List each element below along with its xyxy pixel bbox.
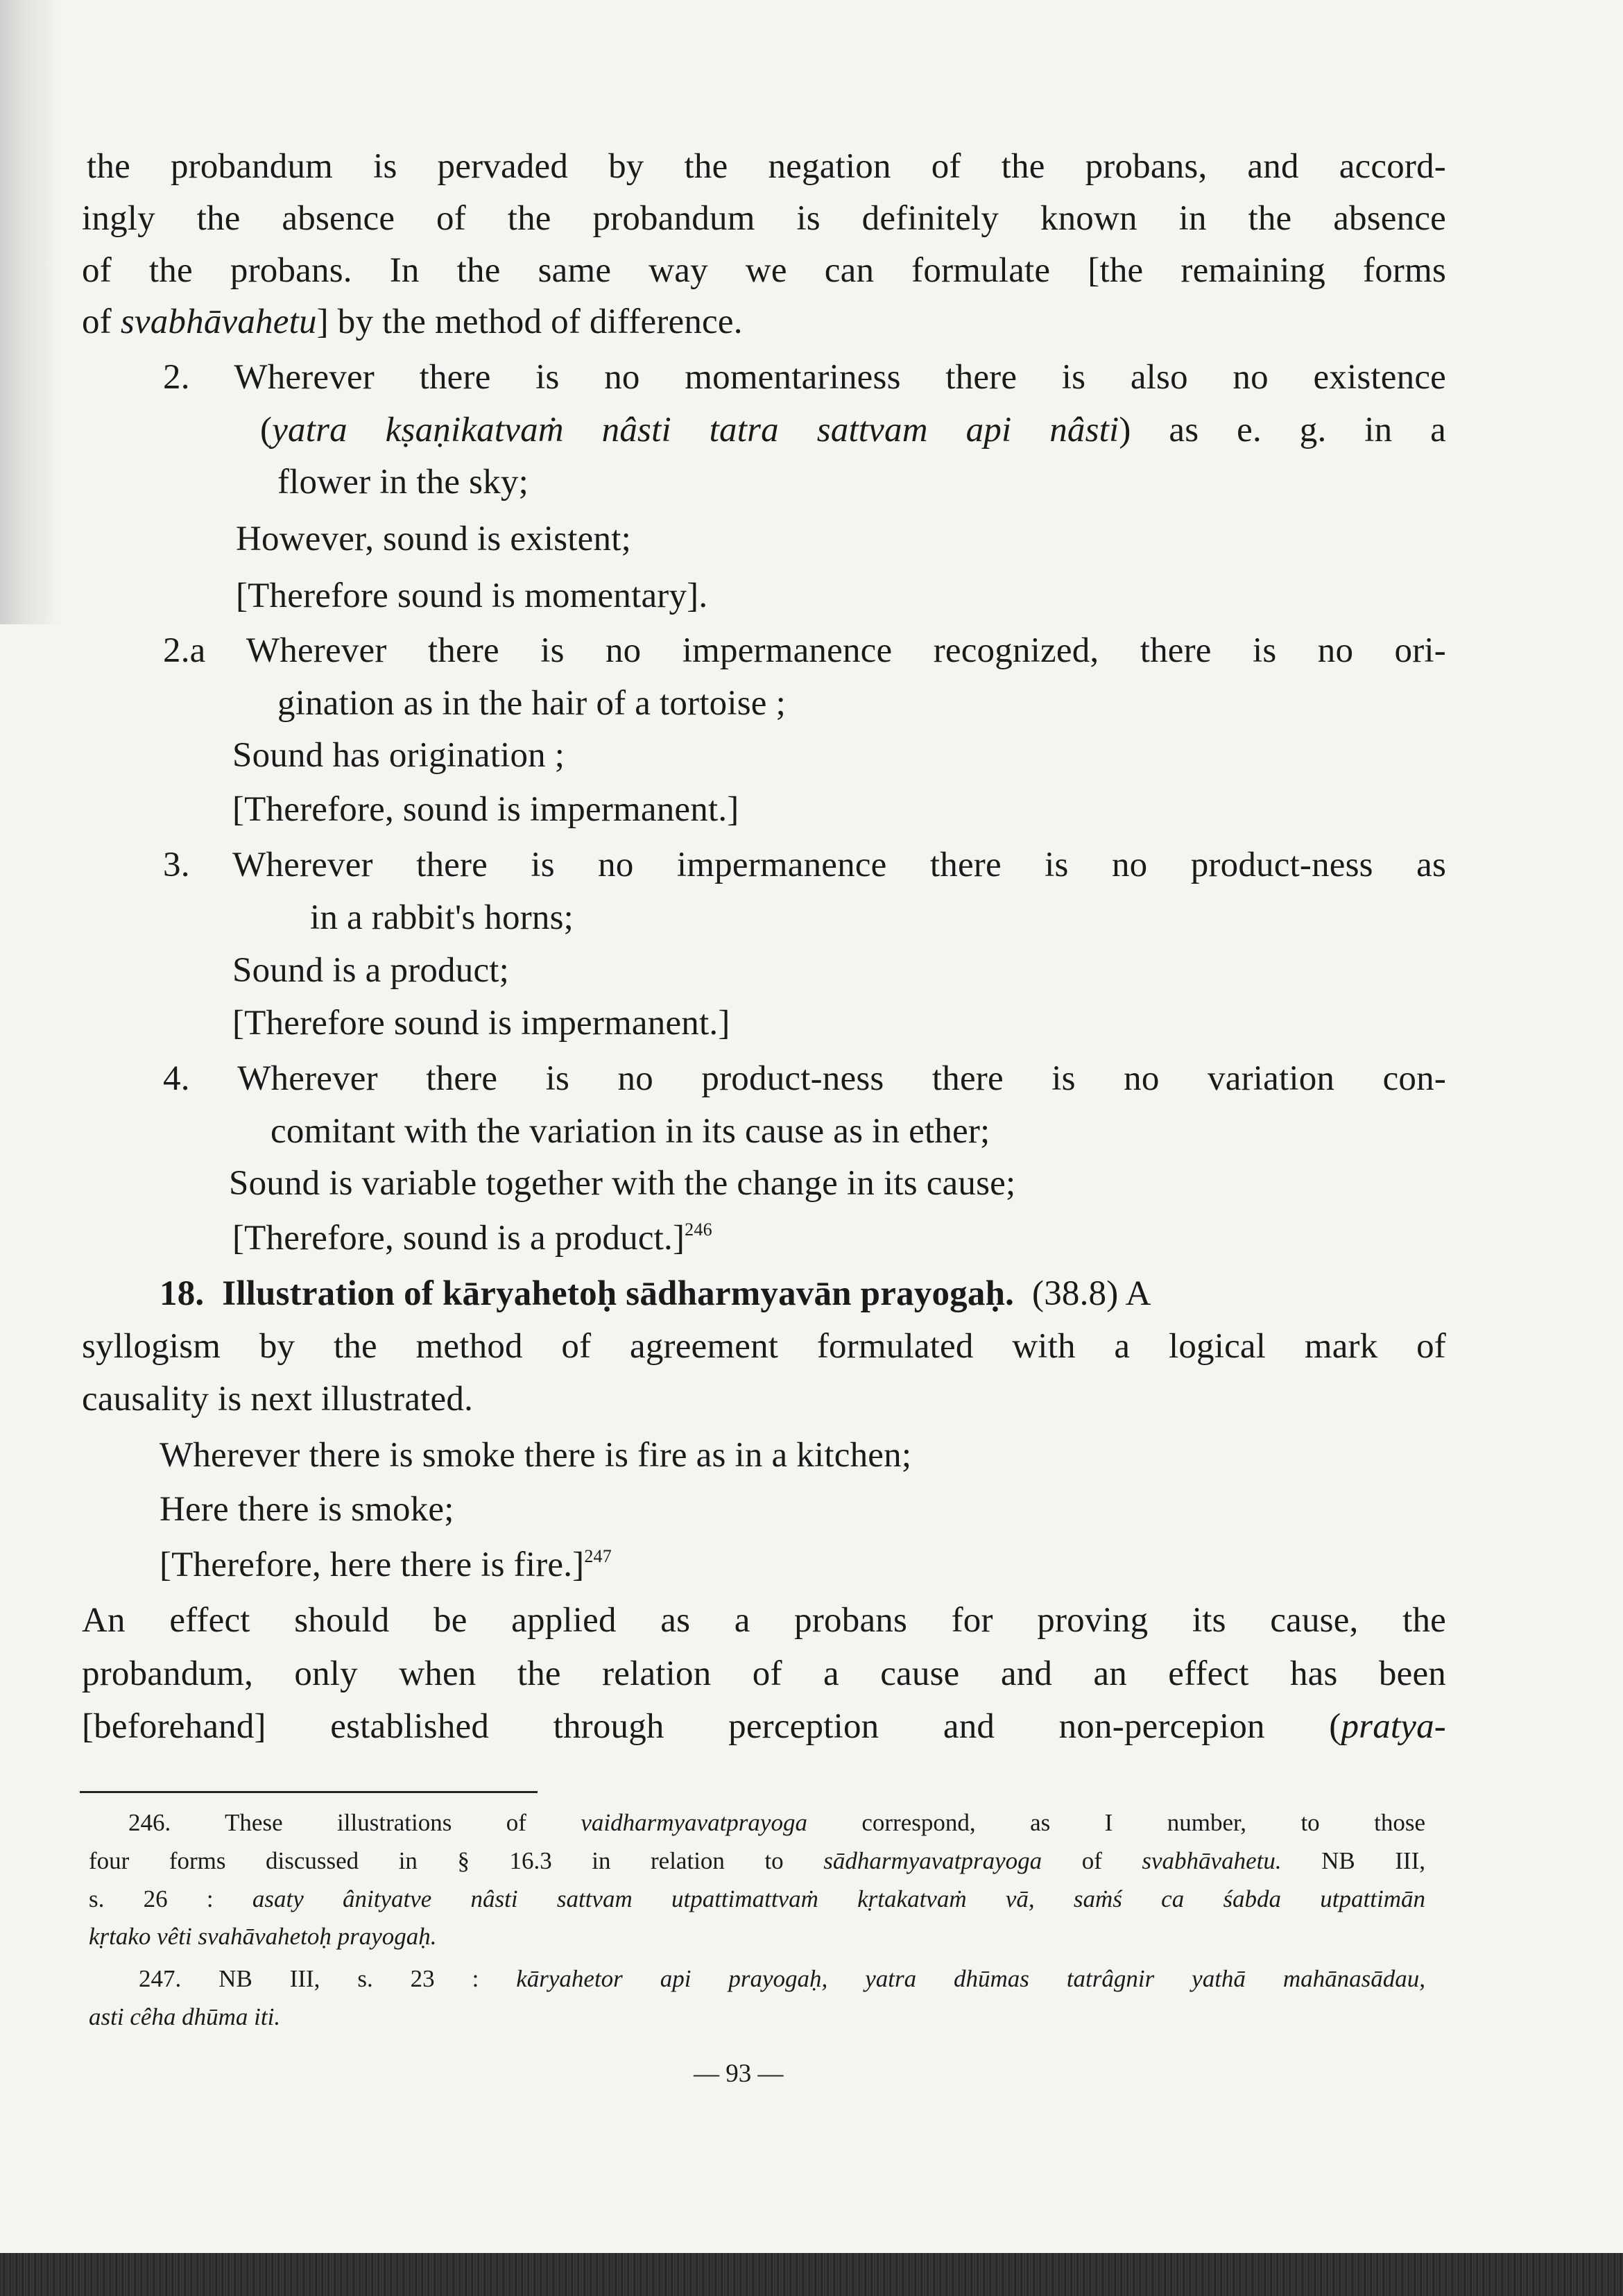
footnote-line: kṛtako vêti svahāvahetoḥ prayogaḥ. (89, 1923, 437, 1950)
text-line: flower in the sky; (277, 463, 529, 502)
text-line: of the probans. In the same way we can formulate [the remaining forms (82, 251, 1446, 290)
scan-shadow-bottom (0, 2253, 1623, 2296)
page-number: — 93 — (694, 2059, 784, 2088)
footnote-line: s. 26 : asaty ânityatve nâsti sattvam utpattimattvaṁ kṛtakatvaṁ vā, saṁś ca śabda utpattimān (89, 1885, 1425, 1912)
text-line: ingly the absence of the probandum is definitely known in the absence (82, 199, 1446, 238)
text-line: of svabhāvahetu] by the method of difference. (82, 302, 743, 341)
text-line: gination as in the hair of a tortoise ; (277, 684, 786, 723)
footnote-rule (80, 1791, 538, 1793)
text-line: comitant with the variation in its cause as in ether; (270, 1112, 990, 1151)
text-line: Sound has origination ; (232, 736, 565, 775)
text-line: syllogism by the method of agreement formulated with a logical mark of (82, 1327, 1446, 1366)
footnote-line: four forms discussed in § 16.3 in relation to sādharmyavatprayoga of svabhāvahetu. NB III, (89, 1847, 1425, 1874)
text-line: in a rabbit's horns; (310, 898, 574, 937)
text-line: 2.a Wherever there is no impermanence recognized, there is no ori- (163, 631, 1446, 670)
text-line: Sound is a product; (232, 951, 510, 990)
scan-shadow-left (0, 0, 62, 624)
text-line: 2. Wherever there is no momentariness there is also no existence (163, 358, 1446, 397)
text-line: causality is next illustrated. (82, 1380, 474, 1419)
footnote-246: 246. These illustrations of vaidharmyavatprayoga correspond, as I number, to those (128, 1809, 1425, 1836)
text-line: 4. Wherever there is no product-ness there is no variation con- (163, 1059, 1446, 1098)
text-line: An effect should be applied as a probans for proving its cause, the (82, 1601, 1446, 1640)
text-line: probandum, only when the relation of a cause and an effect has been (82, 1654, 1446, 1693)
text-line: [Therefore sound is momentary]. (236, 576, 708, 615)
text-line: [Therefore, sound is impermanent.] (232, 790, 739, 829)
footnote-247: 247. NB III, s. 23 : kāryahetor api prayogaḥ, yatra dhūmas tatrâgnir yathā mahānasādau, (139, 1965, 1425, 1992)
text-line: [Therefore sound is impermanent.] (232, 1004, 730, 1043)
text-line: (yatra kṣaṇikatvaṁ nâsti tatra sattvam api nâsti) as e. g. in a (260, 411, 1446, 449)
text-line: [beforehand] established through perception and non-percepion (pratya- (82, 1707, 1446, 1746)
footnote-line: asti cêha dhūma iti. (89, 2003, 281, 2030)
text-line: [Therefore, here there is fire.]$^{247}$ (160, 1545, 612, 1584)
text-line: Sound is variable together with the change in its cause; (229, 1164, 1016, 1203)
section-heading: 18. Illustration of kāryahetoḥ sādharmyavān prayogaḥ. (38.8) A (160, 1274, 1151, 1313)
footnote-ref: 246 (685, 1219, 712, 1240)
text-line: However, sound is existent; (236, 520, 631, 558)
text-line: [Therefore, sound is a product.]$^{246}$ (232, 1219, 712, 1258)
text-line: Wherever there is smoke there is fire as in a kitchen; (160, 1436, 912, 1475)
text-line: 3. Wherever there is no impermanence there is no product-ness as (163, 846, 1446, 884)
text-line: Here there is smoke; (160, 1490, 454, 1529)
footnote-ref: 247 (584, 1546, 612, 1566)
text-line: the probandum is pervaded by the negation of the probans, and accord- (87, 147, 1446, 186)
